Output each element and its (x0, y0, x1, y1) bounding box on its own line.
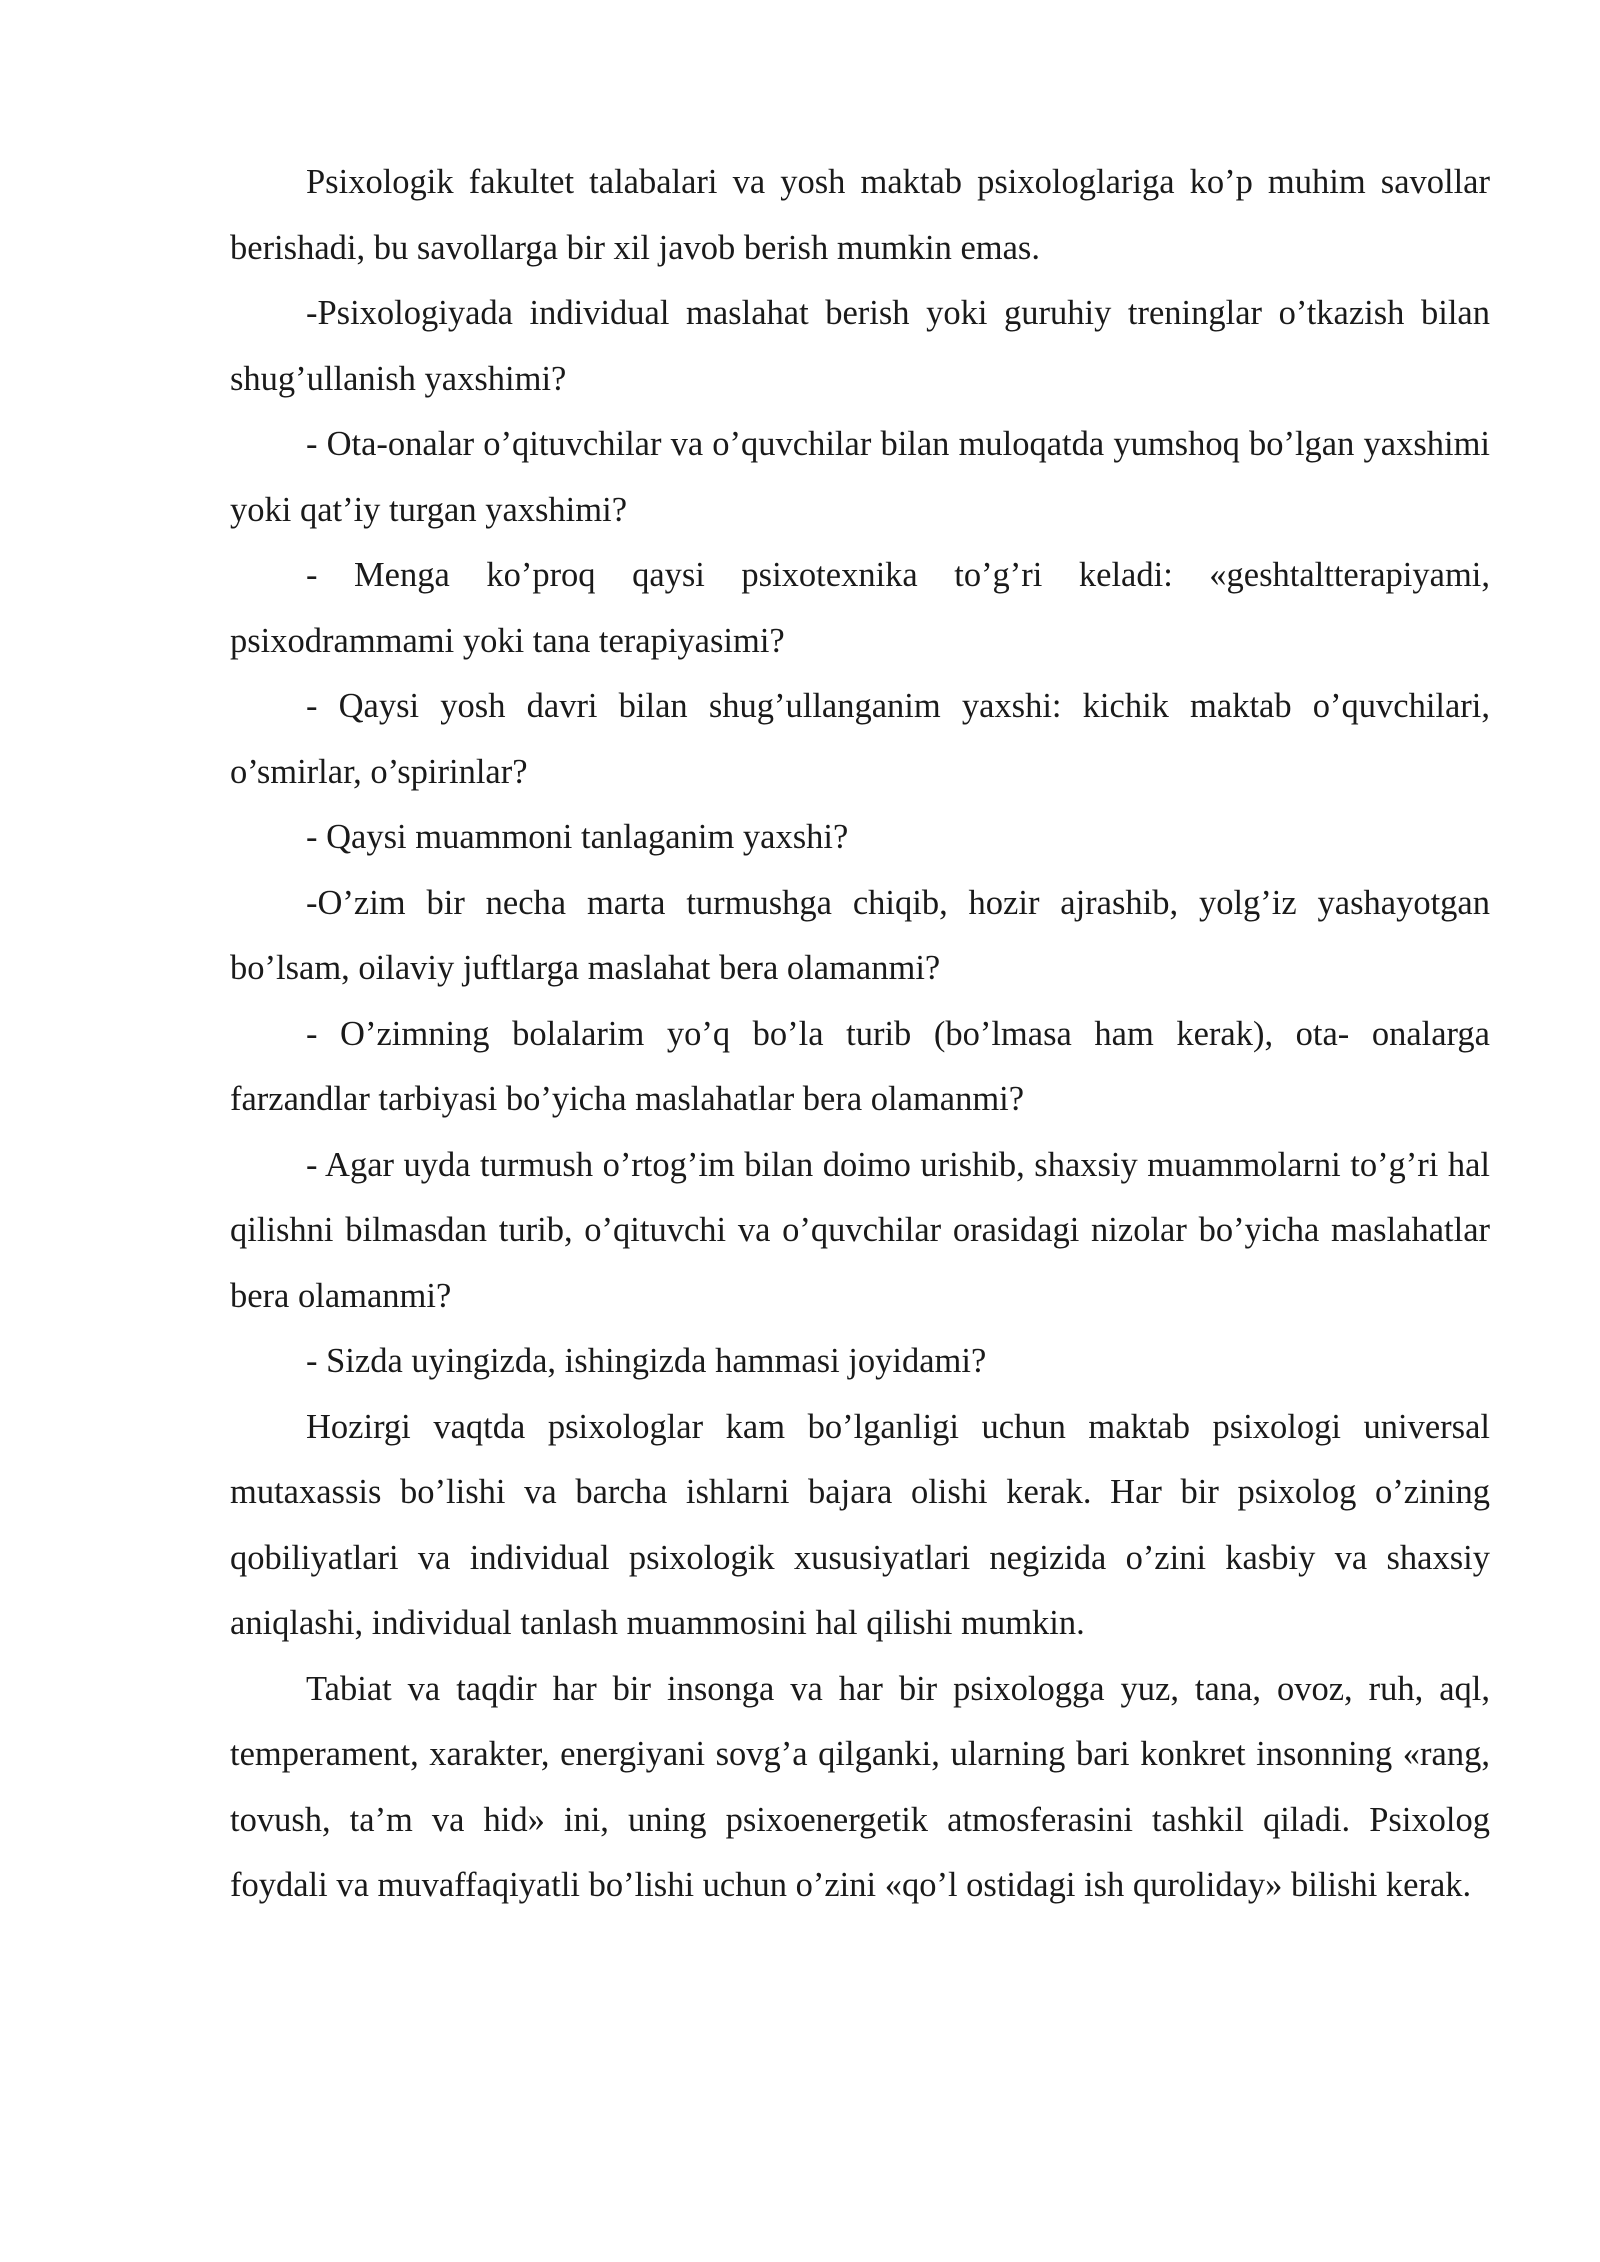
intro-paragraph: Psixologik fakultet talabalari va yosh maktab psixologlariga ko’p muhim savollar berishadi, bu savollarga bir xil javob berish mumkin emas. (230, 163, 1490, 267)
question-conflict-counseling: - Agar uyda turmush o’rtog’im bilan doimo urishib, shaxsiy muammolarni to’g’ri hal qilishni bilmasdan turib, o’qituvchi va o’quvchilar orasidagi nizolar bo’yicha maslahatlar bera olamanmi? (230, 1145, 1490, 1315)
question-problem-choice: - Qaysi muammoni tanlaganim yaxshi? (306, 818, 849, 856)
nature-and-fate-paragraph: Tabiat va taqdir har bir insonga va har bir psixologga yuz, tana, ovoz, ruh, aql, temperament, xarakter, energiyani sovg’a qilganki, ularning bari konkret insonning «rang, tovush, ta’m va hid» ini, uning psixoenergetik atmosferasini tashkil qiladi. Psixolog foydali va muvaffaqiyatli bo’lishi uchun o’zini «qo’l ostidagi ish quroliday» bilishi kerak. (230, 1669, 1490, 1904)
question-parent-counseling: - O’zimning bolalarim yo’q bo’la turib (bo’lmasa ham kerak), ota- onalarga farzandlar tarbiyasi bo’yicha maslahatlar bera olamanmi? (230, 1014, 1490, 1118)
question-individual-vs-group: -Psixologiyada individual maslahat berish yoki guruhiy treninglar o’tkazish bilan shug’ullanish yaxshimi? (230, 294, 1490, 398)
universal-specialist-paragraph: Hozirgi vaqtda psixologlar kam bo’lganligi uchun maktab psixologi universal mutaxassis bo’lishi va barcha ishlarni bajara olishi kerak. Har bir psixolog o’zining qobiliyatlari va individual psixologik xususiyatlari negizida o’zini kasbiy va shaxsiy aniqlashi, individual tanlash muammosini hal qilishi mumkin. (230, 1407, 1490, 1642)
question-soft-vs-strict: - Ota-onalar o’qituvchilar va o’quvchilar bilan muloqatda yumshoq bo’lgan yaxshimi yoki qat’iy turgan yaxshimi? (230, 425, 1490, 529)
question-home-work: - Sizda uyingizda, ishingizda hammasi joyidami? (306, 1342, 987, 1380)
document-page (230, 150, 1490, 1919)
question-age-group: - Qaysi yosh davri bilan shug’ullanganim yaxshi: kichik maktab o’quvchilari, o’smirlar, o’spirinlar? (230, 687, 1490, 791)
question-family-counseling: -O’zim bir necha marta turmushga chiqib, hozir ajrashib, yolg’iz yashayotgan bo’lsam, oilaviy juftlarga maslahat bera olamanmi? (230, 883, 1490, 987)
question-psychotechnique: - Menga ko’proq qaysi psixotexnika to’g’ri keladi: «geshtaltterapiyami, psixodrammami yoki tana terapiyasimi? (230, 556, 1490, 660)
